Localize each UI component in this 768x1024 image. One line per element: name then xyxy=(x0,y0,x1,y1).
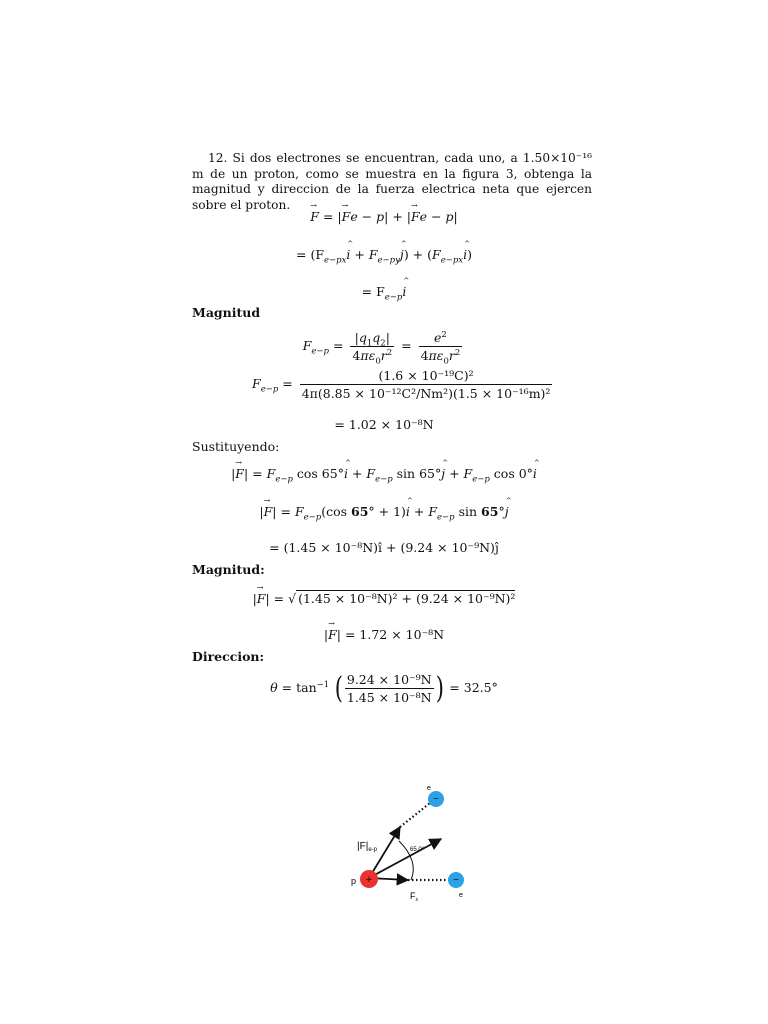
equation-angle: $\theta = \tan^{-1}$ ( $\frac{\text{9.24 × 10⁻⁹N}}{\text{1.45 × 10⁻⁸N}}$ ) = 32.5° xyxy=(270,670,498,706)
angle-denominator: 1.45 × 10⁻⁸N xyxy=(346,690,432,705)
angle-label: 65.0° xyxy=(410,847,425,853)
eq1-part-b: e − p| + | xyxy=(350,209,411,224)
proton-sign: + xyxy=(365,874,373,886)
eq1-part-c: e − p| xyxy=(419,209,458,224)
label-sustituyendo: Sustituyendo: xyxy=(192,439,280,454)
label-e-right: e xyxy=(459,892,463,899)
fraction-e2: $\frac{e^2}{4\pi\varepsilon_0r^2}$ xyxy=(420,329,461,367)
eq1-vec-f1: → F xyxy=(342,209,351,224)
label-e-top: e xyxy=(427,785,431,792)
electron-top-sign: − xyxy=(433,794,439,805)
equation-net-force xyxy=(0,209,768,224)
electron-right-sign: − xyxy=(453,875,459,886)
fraction-q1q2: $\frac{|q_1q_2|}{4\pi\varepsilon_0r^2}$ xyxy=(352,330,393,367)
numeric-denominator: 4π(8.85 × 10⁻¹²C²/Nm²)(1.5 × 10⁻¹⁶m)² xyxy=(301,386,551,401)
equation-simplified: = $F_{e-p}\^{}$ i xyxy=(0,284,768,299)
angle-result: = 32.5° xyxy=(449,680,498,695)
label-p: p xyxy=(351,876,357,886)
equation-coulomb: $F_{e-p}$ = $\frac{|q_1q_2|}{4\pi\varepsilon_0r^2}$ = $\frac{e^2}{4\pi\varepsilon_0r^2}$ xyxy=(302,329,461,367)
equation-numeric: $F_{e-p}$ = $\frac{\text{(1.6 × 10⁻¹⁹C)²}}{\text{4π(8.85 × 10⁻¹²C²/Nm²)(1.5 × 10⁻¹⁶m)²}}$ xyxy=(252,368,551,401)
angle-numerator: 9.24 × 10⁻⁹N xyxy=(346,672,432,687)
equation-magnitude-result: |→ F| = 1.72 × 10⁻⁸N xyxy=(0,627,768,642)
equation-substitution-2: |→ $F| = F_{e-p}(\cos$ 65° + 1)^ $i + F_{e-p}$ sin 65°^ j xyxy=(0,504,768,519)
eq1-part-a: = | xyxy=(318,209,342,224)
eq1-vec-f2: → F xyxy=(411,209,420,224)
equation-magnitude-sqrt: |→ F| = √ (1.45 × 10⁻⁸N)² + (9.24 × 10⁻⁹N)² xyxy=(0,590,768,606)
fraction-numeric xyxy=(300,368,553,401)
label-fx: $F_x$ xyxy=(410,891,418,903)
force-diagram xyxy=(265,768,550,918)
magnitude-result-text: | = 1.72 × 10⁻⁸N xyxy=(336,627,445,642)
problem-text: Si dos electrones se encuentran, cada uno, a 1.50×10⁻¹⁶ m de un proton, como se muestra en la figura 3, obtenga la magnitud y direccion de la fuerza electrica neta que ejercen sobre el proton. xyxy=(192,151,592,212)
label-force-ep: $|F|_{e-p}$ xyxy=(357,841,377,853)
eq2-start: = (F xyxy=(296,247,325,262)
equation-force-result: = 1.02 × 10⁻⁸N xyxy=(334,417,434,432)
heading-direccion: Direccion: xyxy=(192,649,265,664)
eq3-start: = F xyxy=(361,284,385,299)
equation-substitution-1: |→ $F| = F_{e-p}$ cos 65°^ $i + F_{e-p}$ sin 65°^ $j + F_{e-p}$ cos 0°^ i xyxy=(0,466,768,481)
heading-magnitud: Magnitud xyxy=(192,305,261,320)
sqrt-content: (1.45 × 10⁻⁸N)² + (9.24 × 10⁻⁹N)² xyxy=(298,591,516,606)
problem-number: 12. xyxy=(208,151,228,165)
equation-components: = ($F_{e-px}\^{}$ $i + F_{e-py}\^{}$ $j) + (F_{e-px}\^{}$ i) xyxy=(0,247,768,262)
fraction-angle xyxy=(345,672,434,705)
equation-components-numeric: = (1.45 × 10⁻⁸N)î + (9.24 × 10⁻⁹N)ĵ xyxy=(269,540,499,555)
problem-statement xyxy=(192,151,592,213)
heading-magnitud-2: Magnitud: xyxy=(192,562,265,577)
eq1-lhs: → F xyxy=(310,209,319,224)
numeric-numerator: (1.6 × 10⁻¹⁹C)² xyxy=(300,368,553,385)
